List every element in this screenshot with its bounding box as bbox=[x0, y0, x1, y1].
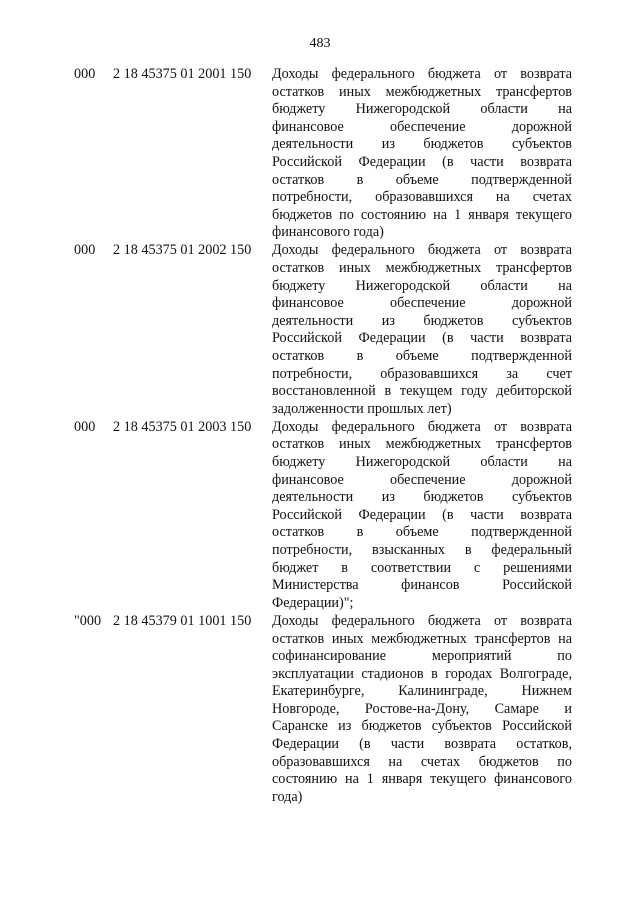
description-line: эксплуатации стадионов в городах Волгограде, bbox=[272, 665, 572, 682]
description-line: Российской Федерации (в части возврата bbox=[272, 506, 572, 523]
budget-classification-code: 2 18 45379 01 1001 150 bbox=[113, 612, 252, 629]
budget-classification-code: 2 18 45375 01 2003 150 bbox=[113, 418, 252, 435]
description-line: деятельности из бюджетов субъектов bbox=[272, 312, 572, 329]
admin-code: "000 bbox=[74, 612, 102, 629]
description-line: финансовое обеспечение дорожной bbox=[272, 295, 572, 312]
description-line: финансовое обеспечение дорожной bbox=[272, 118, 572, 135]
description-line: потребности, взысканных в федеральный bbox=[272, 542, 572, 559]
description-line: деятельности из бюджетов субъектов bbox=[272, 489, 572, 506]
description-line: остатков иных межбюджетных трансфертов bbox=[272, 83, 572, 100]
description-line: остатков в объеме подтвержденной bbox=[272, 524, 572, 541]
description-line: софинансирование мероприятий по bbox=[272, 648, 572, 665]
description-line: Екатеринбурге, Калининграде, Нижнем bbox=[272, 683, 572, 700]
description-line: потребности, образовавшихся на счетах bbox=[272, 189, 572, 206]
table-row bbox=[74, 613, 574, 807]
description-line: бюджету Нижегородской области на bbox=[272, 454, 572, 471]
description-line: финансовое обеспечение дорожной bbox=[272, 471, 572, 488]
description-line: состоянию на 1 января текущего финансового bbox=[272, 771, 572, 788]
admin-code: 000 bbox=[74, 242, 96, 259]
description-line: Министерства финансов Российской bbox=[272, 577, 572, 594]
budget-classification-code: 2 18 45375 01 2001 150 bbox=[113, 66, 252, 82]
description-line: финансового года) bbox=[272, 224, 384, 241]
income-description bbox=[272, 419, 572, 613]
description-line: Новгороде, Ростове-на-Дону, Самаре и bbox=[272, 700, 572, 717]
budget-code-table bbox=[74, 66, 574, 807]
description-line: Доходы федерального бюджета от возврата bbox=[272, 612, 572, 629]
table-row bbox=[74, 242, 574, 418]
description-line: бюджету Нижегородской области на bbox=[272, 101, 572, 118]
description-line: образовавшихся на счетах бюджетов по bbox=[272, 753, 572, 770]
budget-classification-code: 2 18 45375 01 2002 150 bbox=[113, 242, 252, 259]
description-line: потребности, образовавшихся за счет bbox=[272, 365, 572, 382]
description-line: остатков в объеме подтвержденной bbox=[272, 348, 572, 364]
description-line: деятельности из бюджетов субъектов bbox=[272, 136, 572, 153]
description-line: Доходы федерального бюджета от возврата bbox=[272, 418, 572, 435]
income-description bbox=[272, 242, 572, 418]
income-description bbox=[272, 66, 572, 242]
description-line: Доходы федерального бюджета от возврата bbox=[272, 242, 572, 259]
description-line: бюджет в соответствии с решениями bbox=[272, 559, 572, 576]
description-line: остатков иных межбюджетных трансфертов bbox=[272, 436, 572, 453]
description-line: Федерации)"; bbox=[272, 594, 354, 611]
description-line: года) bbox=[272, 788, 303, 805]
admin-code: 000 bbox=[74, 418, 96, 435]
page-number: 483 bbox=[309, 36, 331, 51]
table-row bbox=[74, 419, 574, 613]
description-line: Российской Федерации (в части возврата bbox=[272, 153, 572, 170]
description-line: бюджетов по состоянию на 1 января текущего bbox=[272, 206, 572, 223]
description-line: бюджету Нижегородской области на bbox=[272, 277, 572, 294]
description-line: восстановленной в текущем году дебиторской bbox=[272, 383, 572, 400]
description-line: Доходы федерального бюджета от возврата bbox=[272, 66, 572, 82]
table-row bbox=[74, 66, 574, 242]
description-line: задолженности прошлых лет) bbox=[272, 400, 452, 417]
description-line: Российской Федерации (в части возврата bbox=[272, 330, 572, 347]
description-line: Саранске из бюджетов субъектов Российской bbox=[272, 718, 572, 735]
description-line: остатков иных межбюджетных трансфертов bbox=[272, 260, 572, 277]
admin-code: 000 bbox=[74, 66, 96, 82]
description-line: остатков в объеме подтвержденной bbox=[272, 171, 572, 188]
description-line: остатков иных межбюджетных трансфертов на bbox=[272, 630, 572, 647]
description-line: Федерации (в части возврата остатков, bbox=[272, 736, 572, 753]
income-description bbox=[272, 613, 572, 807]
